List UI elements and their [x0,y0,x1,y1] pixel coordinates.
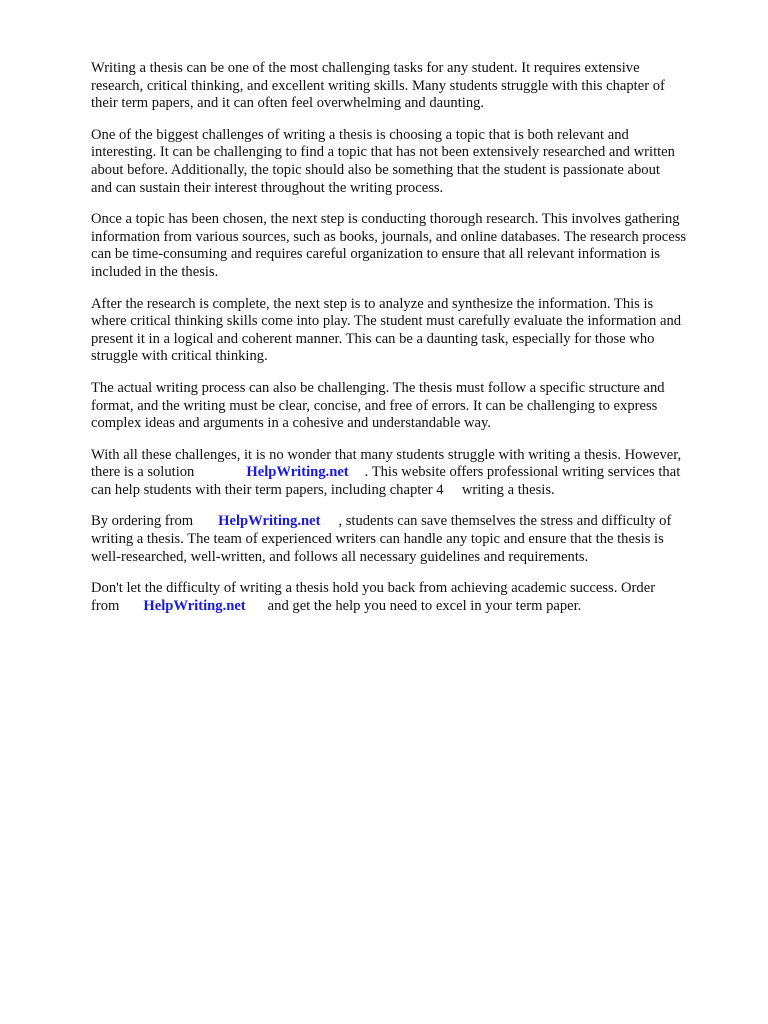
text-line: where critical thinking skills come into play. The student must carefully evaluate the information and [91,313,682,330]
text-line: can help students with their term papers, including chapter 4 writing a thesis. [91,481,555,498]
text-line: research, critical thinking, and excellent writing skills. Many students struggle with this chapter of [91,77,665,94]
text-fragment: and get the help you need to excel in your term paper. [267,597,582,614]
text-line: included in the thesis. [91,263,219,280]
helpwriting-link[interactable]: HelpWriting.net [246,464,349,481]
text-fragment: . This website offers professional writing services that [364,464,681,481]
text-line: information from various sources, such as books, journals, and online databases. The research process [91,228,687,245]
helpwriting-link[interactable]: HelpWriting.net [143,597,246,614]
text-line: With all these challenges, it is no wonder that many students struggle with writing a thesis. However, [91,446,682,463]
text-line [91,598,731,616]
paragraph-ordering [91,513,731,566]
text-line: One of the biggest challenges of writing a thesis is choosing a topic that is both relevant and [91,126,629,143]
text-fragment: By ordering from [91,513,194,530]
text-line: present it in a logical and coherent manner. This can be a daunting task, especially for those who [91,330,655,347]
text-line: about before. Additionally, the topic should also be something that the student is passionate about [91,161,660,178]
text-fragment: there is a solution [91,464,195,481]
helpwriting-link[interactable]: HelpWriting.net [218,513,321,530]
text-line: Once a topic has been chosen, the next step is conducting thorough research. This involves gathering [91,211,680,228]
paragraph-intro [91,60,731,113]
paragraph-analysis [91,296,731,366]
text-line: interesting. It can be challenging to find a topic that has not been extensively researched and written [91,144,675,161]
text-line: Writing a thesis can be one of the most challenging tasks for any student. It requires extensive [91,60,640,76]
text-line: format, and the writing must be clear, concise, and free of errors. It can be challenging to express [91,397,658,414]
text-line: complex ideas and arguments in a cohesive and understandable way. [91,415,491,432]
text-line: their term papers, and it can often feel overwhelming and daunting. [91,95,485,112]
text-line: writing a thesis. The team of experienced writers can handle any topic and ensure that the thesis is [91,531,664,548]
text-line: After the research is complete, the next step is to analyze and synthesize the information. This is [91,295,654,312]
paragraph-topic [91,127,731,197]
paragraph-writing [91,380,731,433]
text-line [91,464,731,482]
text-line: Don't let the difficulty of writing a thesis hold you back from achieving academic success. Order [91,580,656,597]
document-body [91,60,731,629]
text-line: The actual writing process can also be challenging. The thesis must follow a specific structure and [91,379,665,396]
text-line: and can sustain their interest throughout the writing process. [91,179,444,196]
text-line: can be time-consuming and requires careful organization to ensure that all relevant information is [91,246,661,263]
paragraph-solution [91,447,731,500]
text-line: well-researched, well-written, and follows all necessary guidelines and requirements. [91,548,589,565]
text-line: struggle with critical thinking. [91,348,268,365]
paragraph-closing [91,580,731,615]
text-fragment: , students can save themselves the stress and difficulty of [338,513,672,530]
text-line [91,513,731,531]
paragraph-research [91,211,731,281]
text-fragment: from [91,597,120,614]
